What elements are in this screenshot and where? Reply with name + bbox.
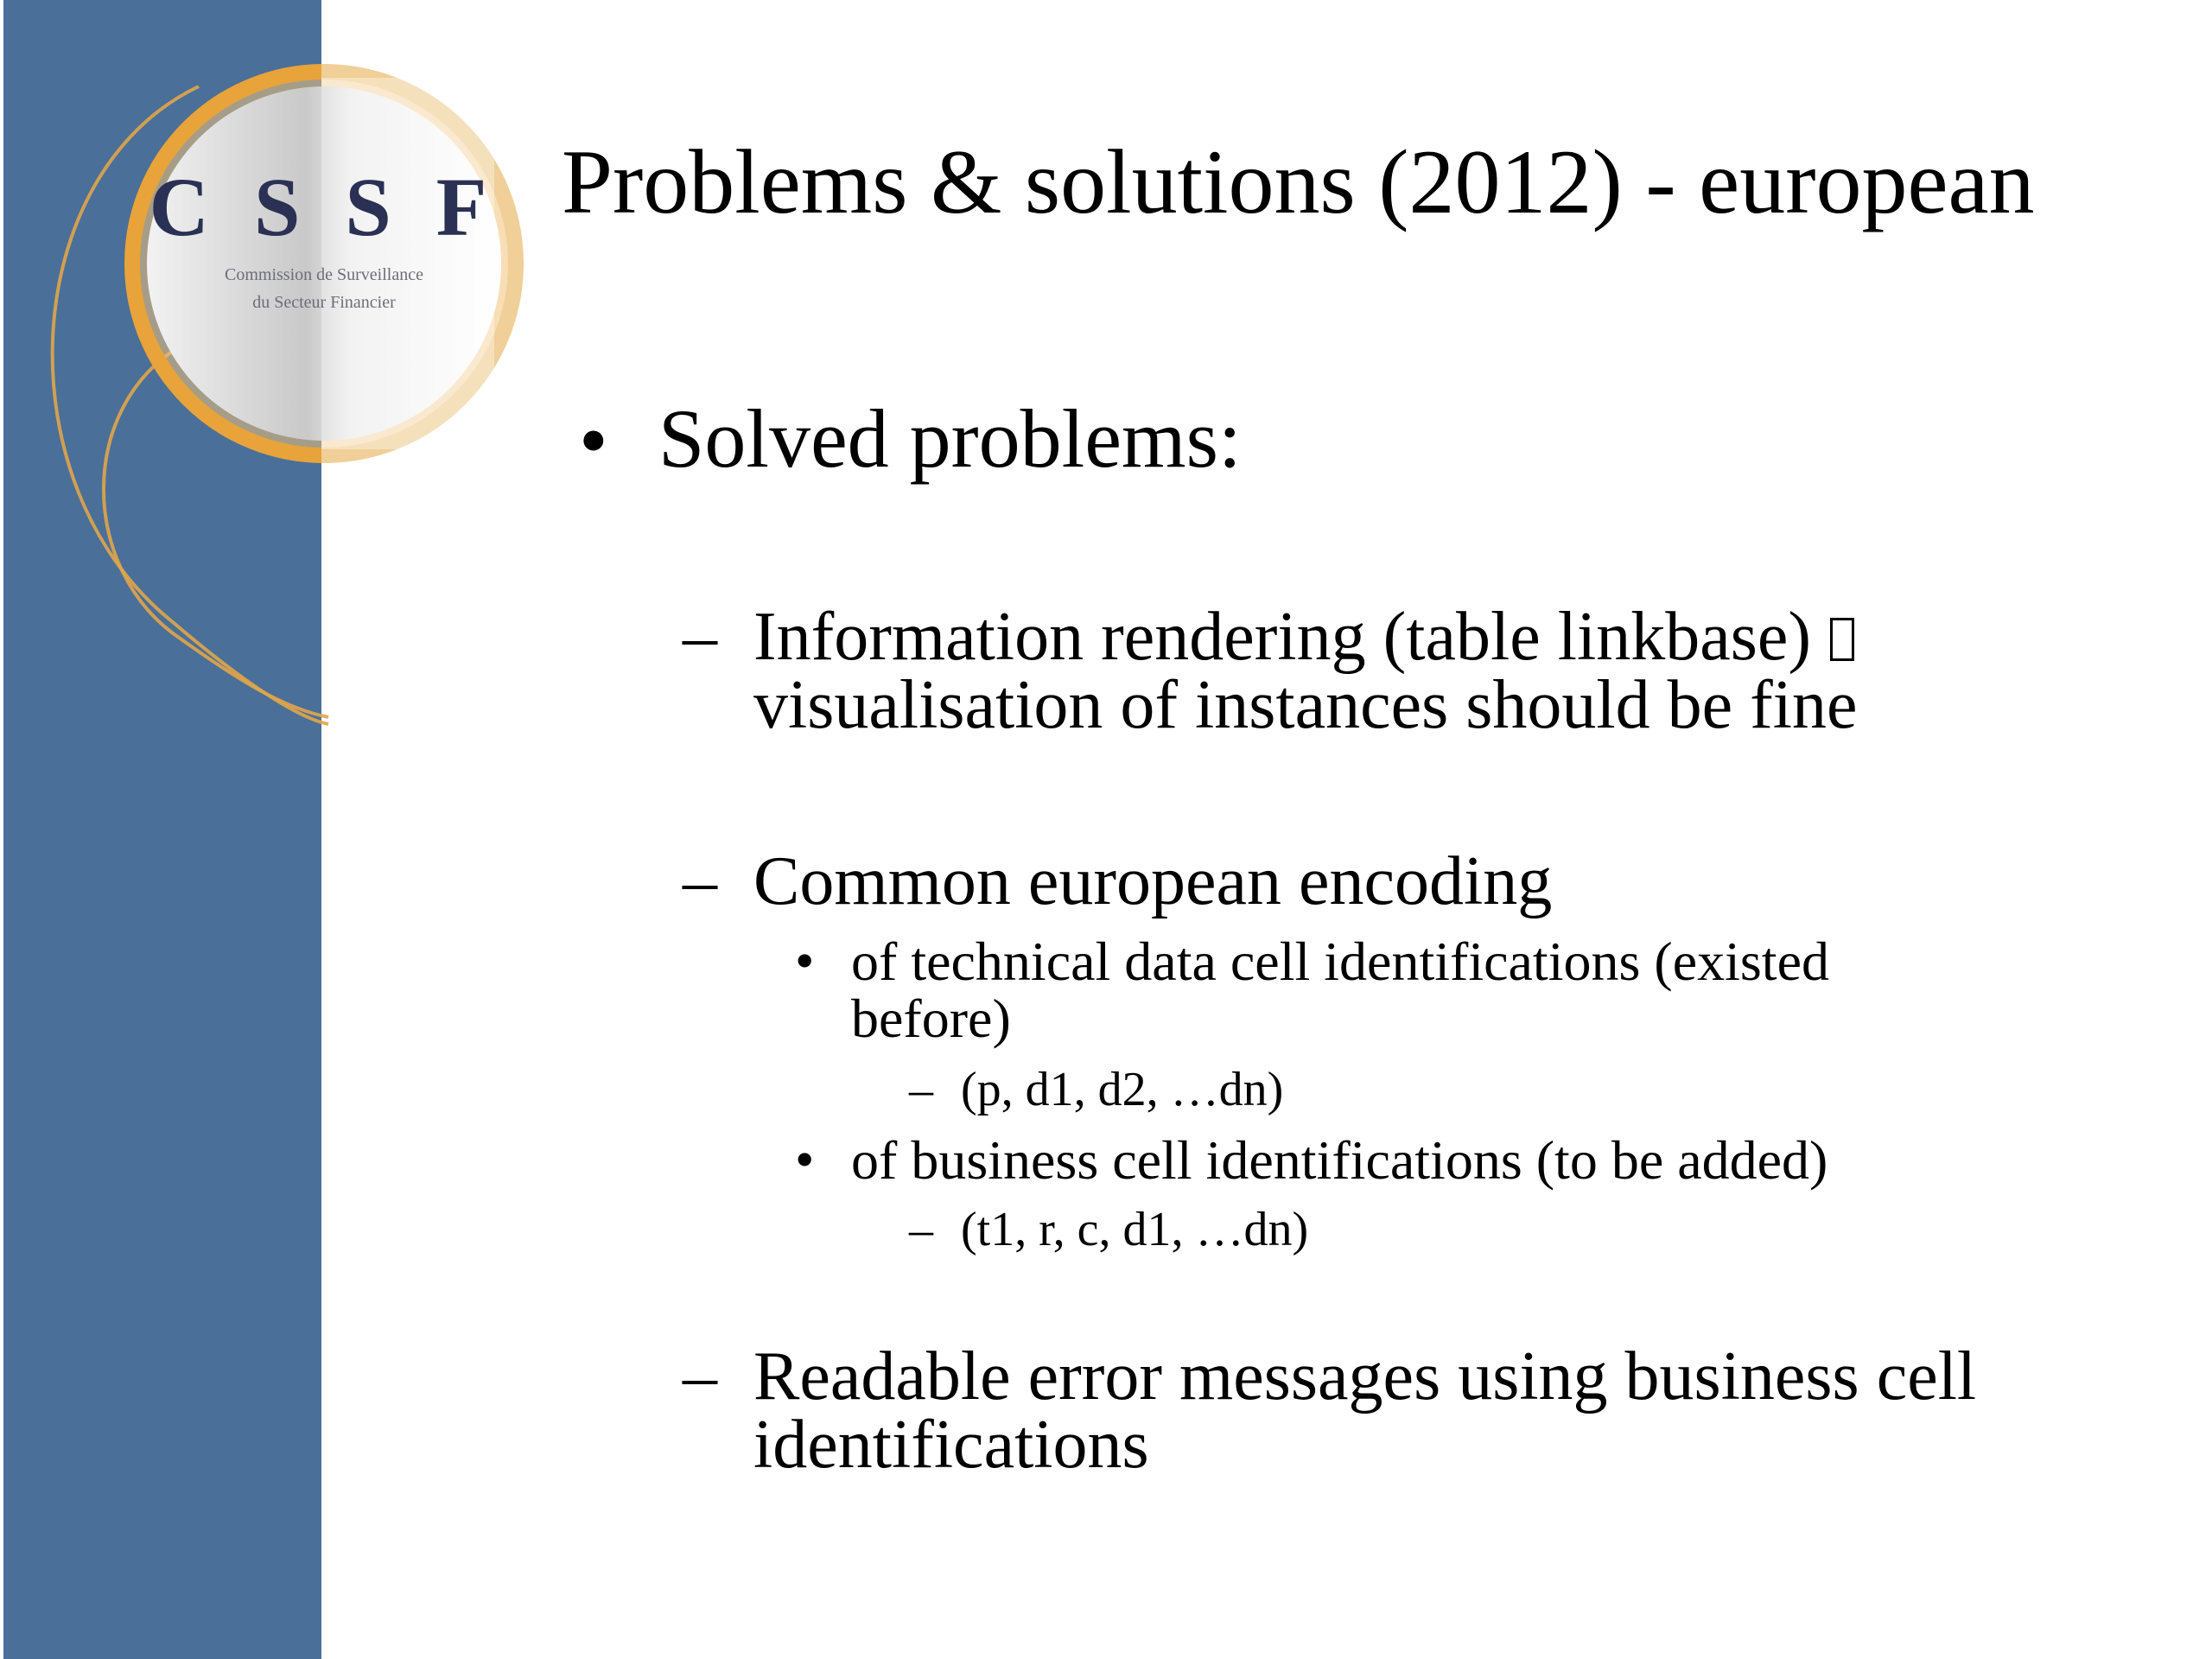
- item-information-rendering-line2: visualisation of instances should be fine: [753, 667, 1858, 743]
- item-technical-ids: of technical data cell identifications (existed: [851, 931, 1829, 992]
- item-business-ids: of business cell identifications (to be added): [851, 1129, 1828, 1191]
- solved-problems-heading: Solved problems:: [658, 392, 1242, 485]
- logo-letters: C S S F: [149, 161, 499, 253]
- logo-subtitle-1: Commission de Surveillance: [225, 265, 423, 284]
- dash-marker: –: [683, 599, 717, 675]
- missing-glyph-icon: [1830, 618, 1854, 661]
- item-common-encoding: Common european encoding: [753, 843, 1553, 919]
- dash-marker: –: [909, 1063, 933, 1116]
- item-business-tuple: (t1, r, c, d1, …dn): [961, 1203, 1309, 1256]
- item-technical-ids-line2: before): [851, 988, 1011, 1049]
- dash-marker: –: [683, 843, 717, 919]
- dash-marker: –: [909, 1203, 933, 1256]
- item-readable-errors-line2: identifications: [753, 1407, 1149, 1483]
- bullet-marker: •: [579, 394, 608, 486]
- bullet-marker: •: [795, 1128, 815, 1190]
- item-information-rendering: [753, 599, 1854, 675]
- item-information-rendering-text: Information rendering (table linkbase): [753, 599, 1811, 675]
- item-technical-tuple: (p, d1, d2, …dn): [961, 1063, 1284, 1116]
- bullet-marker: •: [795, 930, 815, 991]
- cssf-logo: [0, 0, 553, 760]
- dash-marker: –: [683, 1338, 717, 1414]
- logo-subtitle-2: du Secteur Financier: [252, 293, 396, 312]
- item-readable-errors: Readable error messages using business cell: [753, 1338, 1977, 1414]
- slide-title: Problems & solutions (2012) - european: [562, 131, 2035, 232]
